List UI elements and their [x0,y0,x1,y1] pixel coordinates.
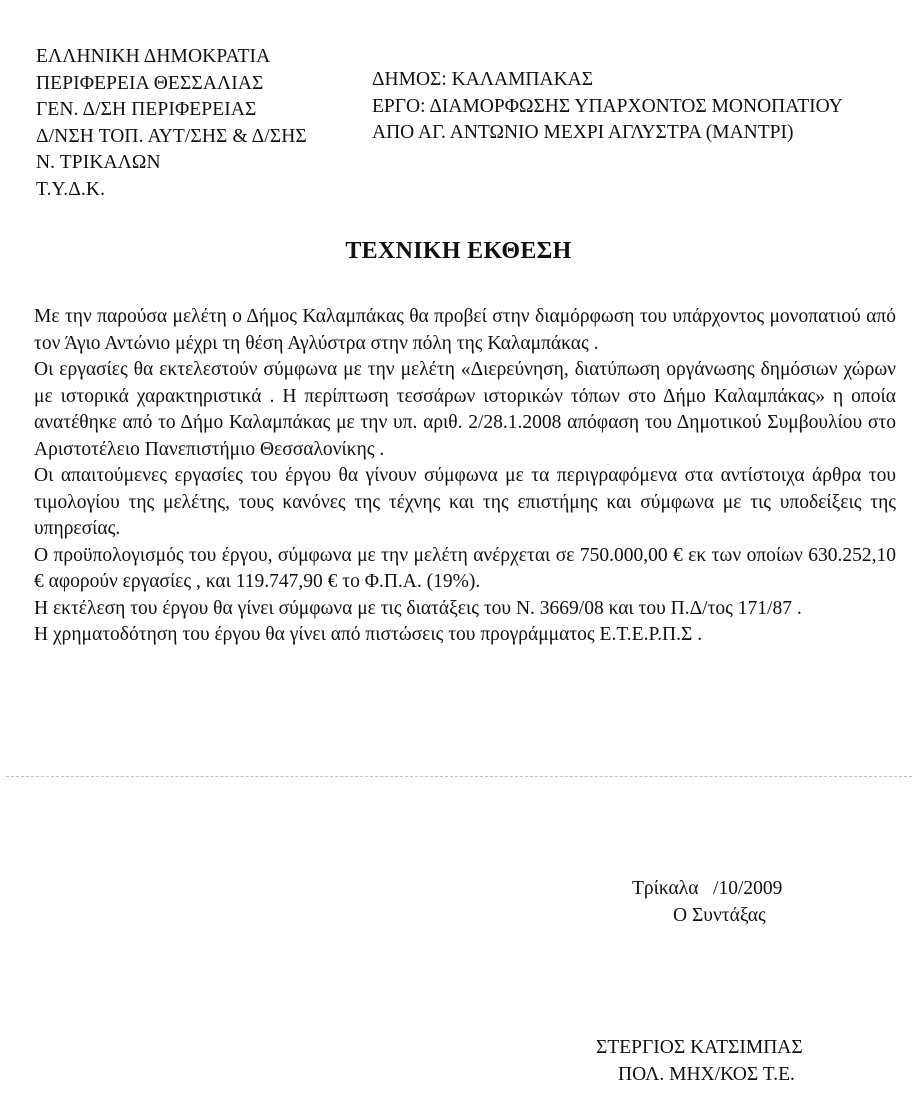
report-body [34,304,896,649]
scan-divider-line [6,776,912,777]
paragraph-works: Οι απαιτούμενες εργασίες του έργου θα γίνουν σύμφωνα με τα περιγραφόμενα στα αντίστοιχα άρθρα του τιμολογίου της μελέτης, τους κανόνες της τέχνης και της επιστήμης και σύμφωνα με τις υποδείξεις της υπηρεσίας. [34,465,896,539]
paragraph-intro: Με την παρούσα μελέτη ο Δήμος Καλαμπάκας θα προβεί στην διαμόρφωση του υπάρχοντος μονοπατιού από τον Άγιο Αντώνιο μέχρι τη θέση Αγλύστρα στην πόλη της Καλαμπάκας . [34,306,896,354]
project-title-line-1: ΕΡΓΟ: ΔΙΑΜΟΡΦΩΣΗΣ ΥΠΑΡΧΟΝΤΟΣ ΜΟΝΟΠΑΤΙΟΥ [372,95,843,117]
authority-line-directorate: ΓΕΝ. Δ/ΣΗ ΠΕΡΙΦΕΡΕΙΑΣ [36,99,257,120]
paragraph-budget: Ο προϋπολογισμός του έργου, σύμφωνα με την μελέτη ανέρχεται σε 750.000,00 € εκ των οποίων 630.252,10 € αφορούν εργασίες , και 119.747,90 € το Φ.Π.Α. (19%). [34,544,896,592]
authority-line-country: ΕΛΛΗΝΙΚΗ ΔΗΜΟΚΡΑΤΙΑ [36,46,271,67]
paragraph-funding: Η χρηματοδότηση του έργου θα γίνει από πιστώσεις του προγράμματος Ε.Τ.Ε.Ρ.Π.Σ . [34,624,703,645]
signer-title: ΠΟΛ. ΜΗΧ/ΚΟΣ Τ.Ε. [618,1063,795,1085]
municipality-line: ΔΗΜΟΣ: ΚΑΛΑΜΠΑΚΑΣ [372,69,594,90]
project-header [372,67,843,147]
author-role: Ο Συντάξας [673,904,766,926]
authority-line-prefecture: Ν. ΤΡΙΚΑΛΩΝ [36,152,161,173]
authority-header [36,44,307,203]
signer-block [596,1035,803,1088]
document-title: ΤΕΧΝΙΚΗ ΕΚΘΕΣΗ [345,238,572,264]
signoff-block [632,876,782,929]
project-title-line-2: ΑΠΟ ΑΓ. ΑΝΤΩΝΙΟ ΜΕΧΡΙ ΑΓΛΥΣΤΡΑ (ΜΑΝΤΡΙ) [372,122,794,143]
paragraph-study: Οι εργασίες θα εκτελεστούν σύμφωνα με την μελέτη «Διερεύνηση, διατύπωση οργάνωσης δημόσιων χώρων με ιστορικά χαρακτηριστικά . Η περίπτωση τεσσάρων ιστορικών τόπων στο Δήμο Καλαμπάκας» η οποία ανατέθηκε από το Δήμο Καλαμπάκας με την υπ. αριθ. 2/28.1.2008 απόφαση του Δημοτικού Συμβουλίου στο Αριστοτέλειο Πανεπιστήμιο Θεσσαλονίκης . [34,359,896,460]
authority-line-region: ΠΕΡΙΦΕΡΕΙΑ ΘΕΣΣΑΛΙΑΣ [36,72,264,94]
authority-line-service: Τ.Υ.Δ.Κ. [36,178,106,200]
authority-line-department: Δ/ΝΣΗ ΤΟΠ. ΑΥΤ/ΣΗΣ & Δ/ΣΗΣ [36,125,307,147]
signer-name: ΣΤΕΡΓΙΟΣ ΚΑΤΣΙΜΠΑΣ [596,1037,803,1058]
place-date: Τρίκαλα /10/2009 [632,878,783,899]
paragraph-legal: Η εκτέλεση του έργου θα γίνει σύμφωνα με τις διατάξεις του Ν. 3669/08 και του Π.Δ/τος 171/87 . [34,597,802,619]
